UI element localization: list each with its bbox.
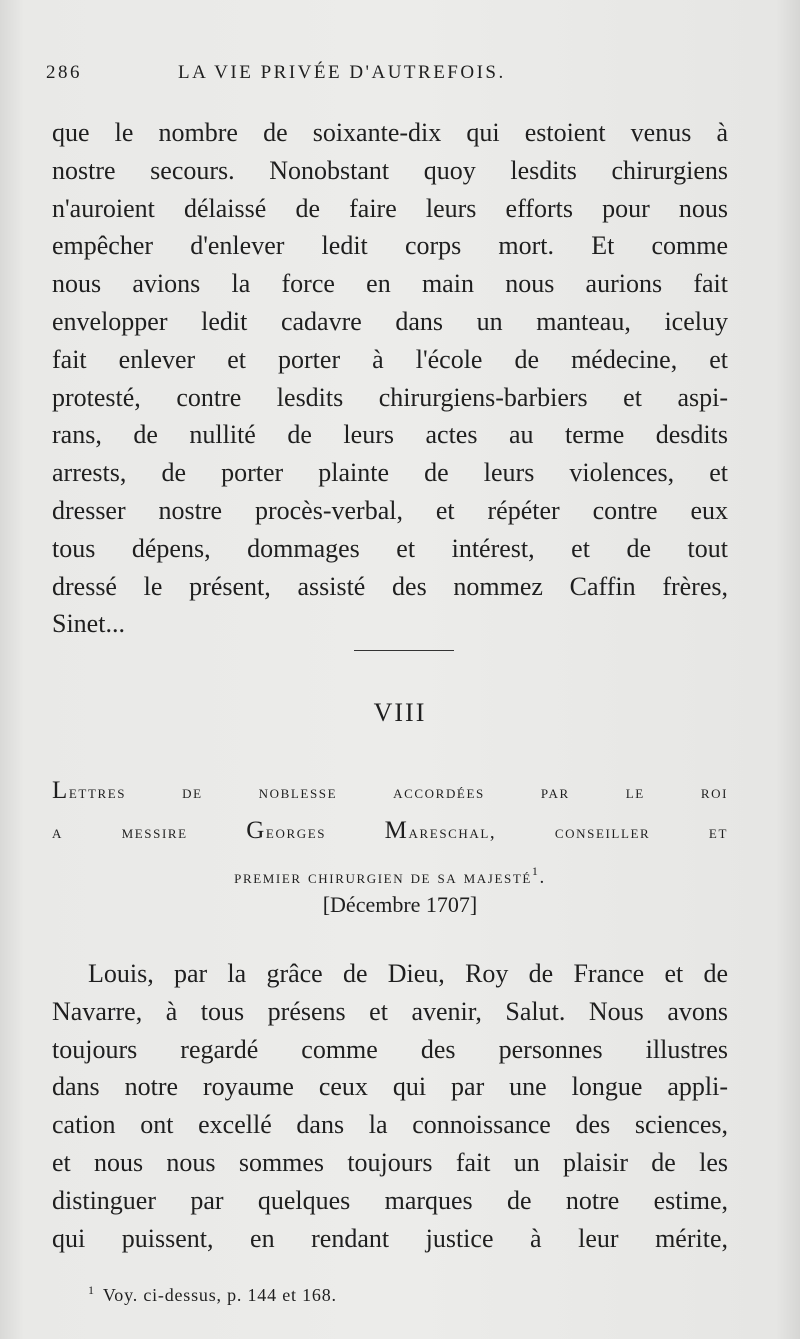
footnote <box>88 1283 337 1306</box>
text-line: distinguer par quelques marques de notre estime, <box>52 1185 728 1215</box>
text-line: Louis, par la grâce de Dieu, Roy de France et de <box>88 959 728 988</box>
heading-line-with-note: premier chirurgien de sa majesté$^1$. <box>234 864 546 888</box>
text-line: Sinet... <box>52 609 125 639</box>
text-line: et nous nous sommes toujours fait un plaisir de les <box>52 1147 728 1177</box>
text-line: dans notre royaume ceux qui par une longue appli- <box>52 1072 728 1102</box>
text-line: empêcher d'enlever ledit corps mort. Et comme <box>52 231 728 261</box>
text-line: qui puissent, en rendant justice à leur mérite, <box>52 1223 728 1253</box>
running-head <box>46 62 760 92</box>
section-heading <box>52 772 728 897</box>
text-line: n'auroient délaissé de faire leurs efforts pour nous <box>52 193 728 223</box>
text-line: arrests, de porter plainte de leurs violences, et <box>52 458 728 488</box>
footnote-ref[interactable]: 1 <box>531 864 540 878</box>
text-line: que le nombre de soixante-dix qui estoient venus à <box>52 118 728 147</box>
footnote-marker: 1 <box>88 1283 95 1297</box>
body-text-top <box>52 114 728 643</box>
running-title: LA VIE PRIVÉE D'AUTREFOIS. <box>178 62 506 83</box>
section-divider <box>354 650 454 651</box>
heading-line: premier chirurgien de sa majesté <box>234 867 532 888</box>
text-line: dressé le présent, assisté des nommez Caffin frères, <box>52 571 728 601</box>
text-line: nostre secours. Nonobstant quoy lesdits chirurgiens <box>52 155 728 185</box>
text-line: tous dépens, dommages et intérest, et de tout <box>52 533 728 563</box>
section-date: [Décembre 1707] <box>322 892 478 917</box>
text-line: Navarre, à tous présens et avenir, Salut. Nous avons <box>52 996 728 1026</box>
text-line: fait enlever et porter à l'école de médecine, et <box>52 344 728 374</box>
text-line: toujours regardé comme des personnes illustres <box>52 1034 728 1064</box>
text-line: nous avions la force en main nous aurions fait <box>52 269 728 299</box>
page-number: 286 <box>46 62 82 83</box>
text-line: cation ont excellé dans la connoissance des sciences, <box>52 1110 728 1140</box>
heading-line: Lettres de noblesse accordées par le roi <box>52 777 729 804</box>
heading-line: a messire Georges Mareschal, conseiller et <box>52 817 728 844</box>
text-line: envelopper ledit cadavre dans un manteau, iceluy <box>52 306 728 336</box>
text-line: dresser nostre procès-verbal, et répéter contre eux <box>52 495 728 525</box>
text-line: protesté, contre lesdits chirurgiens-barbiers et aspi- <box>52 382 728 412</box>
section-number: VIII <box>373 698 427 727</box>
text-line: rans, de nullité de leurs actes au terme desdits <box>52 420 728 450</box>
body-text-bottom <box>52 955 728 1257</box>
footnote-text: Voy. ci-dessus, p. 144 et 168. <box>102 1285 337 1305</box>
